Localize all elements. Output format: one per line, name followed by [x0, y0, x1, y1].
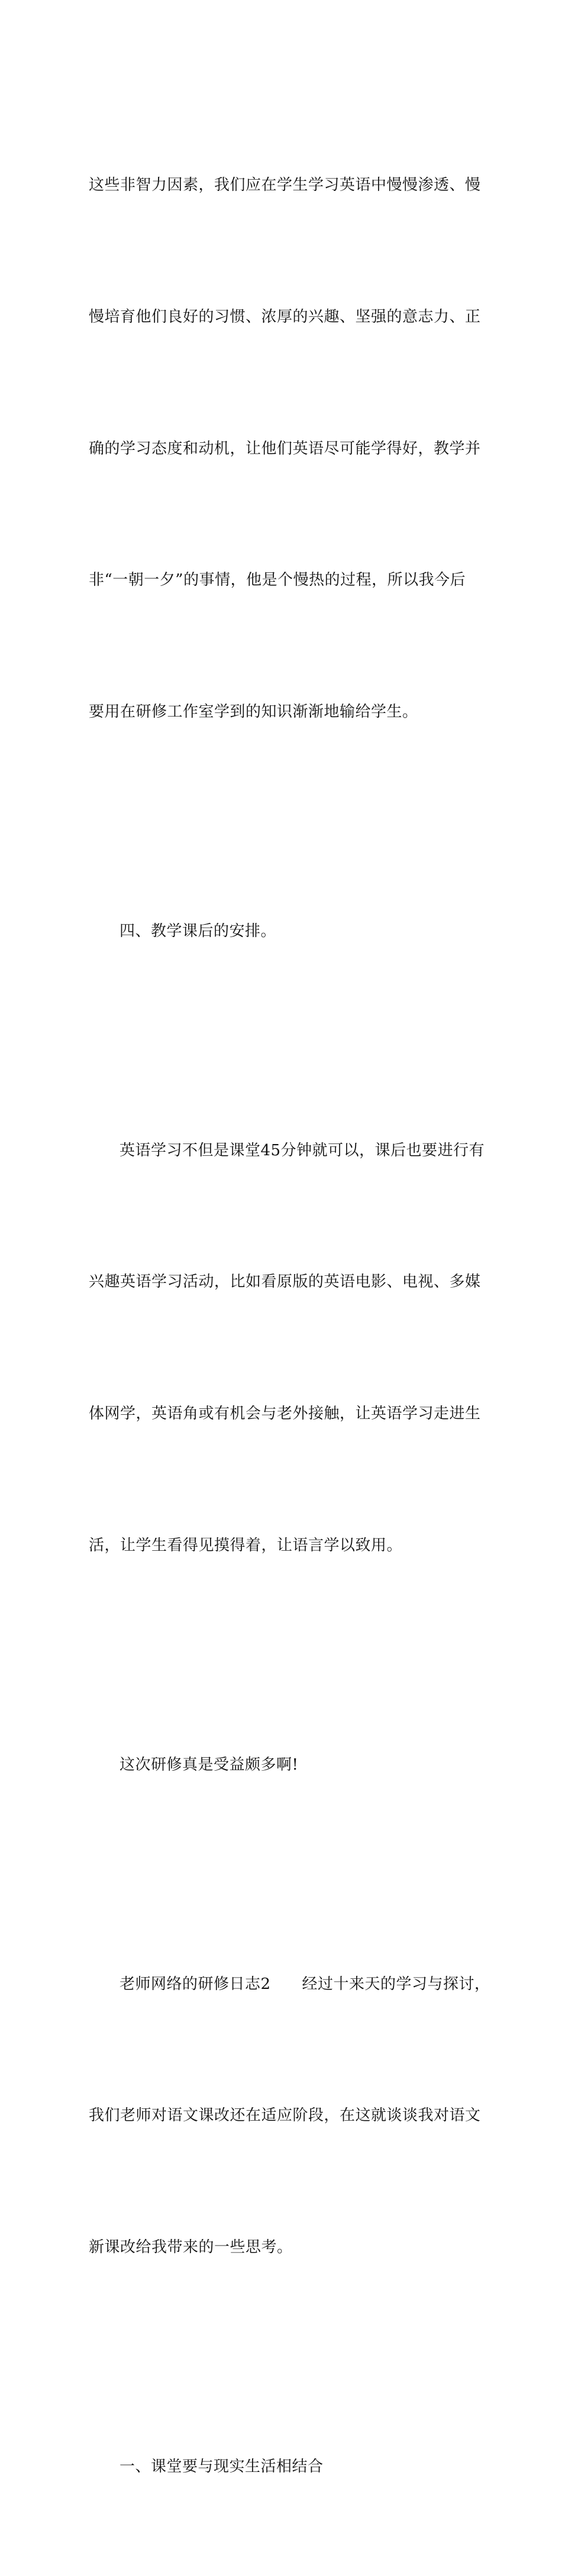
heading-line: 一、课堂要与现实生活相结合	[119, 2457, 324, 2475]
section-heading-one	[89, 2357, 473, 2576]
text-line: 我们老师对语文课改还在适应阶段，在这就谈谈我对语文	[89, 2107, 481, 2125]
text-line: 体网学，英语角或有机会与老外接触，让英语学习走进生	[89, 1404, 481, 1423]
text-line: 英语学习不但是课堂45分钟就可以，课后也要进行有	[119, 1141, 485, 1159]
text-line: 活，让学生看得见摸得着，让语言学以致用。	[89, 1536, 403, 1554]
text-line: 新课改给我带来的一些思考。	[89, 2238, 293, 2256]
text-line: 兴趣英语学习活动，比如看原版的英语电影、电视、多媒	[89, 1273, 481, 1291]
text-line: 确的学习态度和动机，让他们英语尽可能学得好，教学并	[89, 439, 481, 458]
text-line: 要用在研修工作室学到的知识渐渐地输给学生。	[89, 702, 418, 721]
document-body	[89, 76, 490, 2576]
text-line: 非“一朝一夕”的事情，他是个慢热的过程，所以我今后	[89, 571, 466, 589]
text-line: 老师网络的研修日志2 经过十来天的学习与探讨，	[119, 1975, 490, 1993]
text-line: 慢培育他们良好的习惯、浓厚的兴趣、坚强的意志力、正	[89, 308, 481, 326]
heading-line: 四、教学课后的安排。	[119, 922, 277, 940]
paragraph-after-class	[89, 1041, 485, 1655]
paragraph-non-intellectual-factors	[89, 76, 481, 821]
text-line: 这些非智力因素，我们应在学生学习英语中慢慢渗透、慢	[89, 176, 481, 195]
text-line: 这次研修真是受益颇多啊!	[119, 1755, 299, 1774]
paragraph-journal-2	[89, 1874, 490, 2357]
paragraph-benefit	[89, 1655, 473, 1874]
section-heading-four	[89, 821, 473, 1041]
